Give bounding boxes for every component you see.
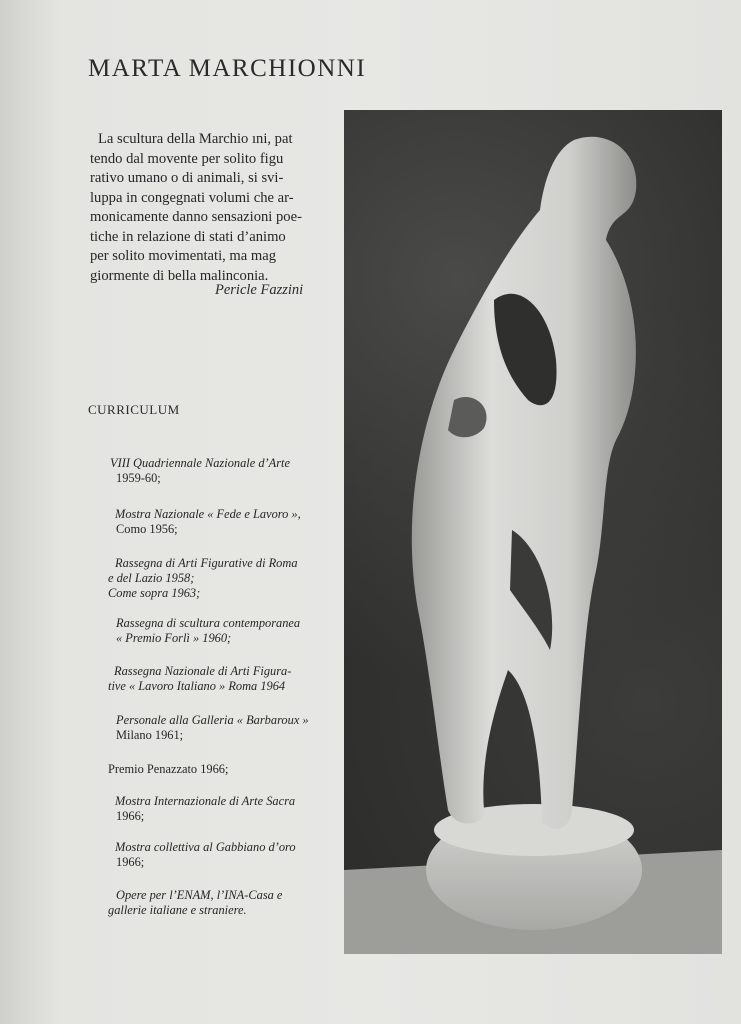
intro-line: monicamente danno sensazioni poe- bbox=[90, 209, 302, 225]
curriculum-heading: CURRICULUM bbox=[88, 402, 180, 417]
curriculum-entry-line: tive « Lavoro Italiano » Roma 1964 bbox=[108, 679, 286, 693]
sculpture-photo bbox=[344, 110, 722, 954]
curriculum-entry bbox=[0, 556, 298, 601]
intro-line: luppa in congegnati volumi che ar- bbox=[90, 189, 294, 206]
curriculum-entry-line: Rassegna di scultura contemporanea bbox=[116, 616, 301, 630]
curriculum-entry bbox=[0, 507, 301, 537]
curriculum-entry-line: Personale alla Galleria « Barbaroux » bbox=[116, 713, 309, 727]
curriculum-entry bbox=[0, 762, 232, 777]
curriculum-entry-line: Premio Penazzato 1966; bbox=[108, 762, 229, 776]
curriculum-entry-line: Opere per l’ENAM, l’INA-Casa e bbox=[116, 888, 283, 902]
curriculum-entry-line: Mostra collettiva al Gabbiano d’oro bbox=[115, 840, 296, 854]
curriculum-entry-line: Rassegna di Arti Figurative di Roma bbox=[115, 556, 298, 570]
curriculum-entry-line: Milano 1961; bbox=[116, 728, 184, 742]
curriculum-entry-line: Mostra Nazionale « Fede e Lavoro », bbox=[115, 507, 301, 521]
intro-line: giormente di bella malinconia. bbox=[90, 267, 269, 284]
curriculum-entry-line: 1959-60; bbox=[116, 471, 161, 485]
curriculum-entry-line: gallerie italiane e straniere. bbox=[108, 903, 247, 917]
sculpture-body bbox=[412, 137, 637, 829]
curriculum-entry-line: VIII Quadriennale Nazionale d’Arte bbox=[110, 456, 290, 470]
intro-paragraph bbox=[90, 130, 340, 286]
sculpture-illustration bbox=[344, 110, 722, 954]
curriculum-entry-line: Como 1956; bbox=[116, 522, 178, 536]
curriculum-entry bbox=[0, 888, 283, 918]
curriculum-entry-line: 1966; bbox=[116, 855, 145, 869]
curriculum-entry-line: Rassegna Nazionale di Arti Figura- bbox=[114, 664, 292, 678]
curriculum-entry-line: 1966; bbox=[116, 809, 145, 823]
curriculum-entry bbox=[0, 713, 309, 743]
curriculum-entry-line: Mostra Internazionale di Arte Sacra bbox=[115, 794, 296, 808]
curriculum-entry bbox=[0, 456, 290, 486]
curriculum-entry bbox=[0, 794, 296, 824]
curriculum-entry-line: e del Lazio 1958; bbox=[108, 571, 195, 585]
page-title: MARTA MARCHIONNI bbox=[88, 55, 367, 82]
curriculum-entry bbox=[0, 664, 292, 694]
intro-line: per solito movimentati, ma mag bbox=[90, 248, 277, 264]
curriculum-entry-line: Come sopra 1963; bbox=[108, 586, 201, 600]
intro-line: La scultura della Marchio ıni, pat bbox=[98, 131, 293, 147]
author-signature: Pericle Fazzini bbox=[215, 282, 304, 298]
curriculum-entry-line: « Premio Forlì » 1960; bbox=[116, 631, 232, 645]
intro-line: rativo umano o di animali, si svi- bbox=[90, 170, 284, 186]
intro-line: tendo dal movente per solito figu bbox=[90, 150, 284, 167]
curriculum-entry bbox=[0, 616, 301, 646]
intro-line: tiche in relazione di stati d’animo bbox=[90, 228, 286, 245]
curriculum-entry bbox=[0, 840, 296, 870]
